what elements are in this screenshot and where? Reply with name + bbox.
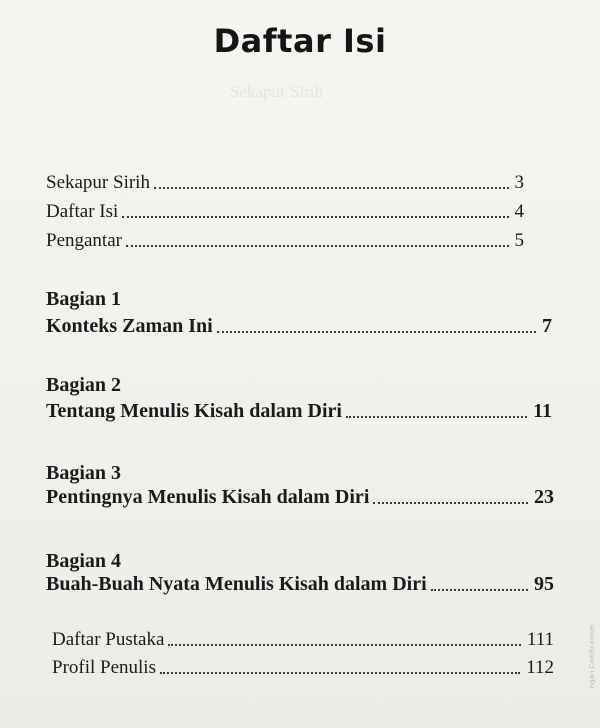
dot-leader [126, 244, 509, 247]
toc-entry-label: Profil Penulis [52, 657, 156, 678]
dot-leader [154, 186, 509, 189]
toc-entry [46, 573, 554, 596]
section-heading: Bagian 3 [46, 462, 122, 484]
toc-entry [46, 486, 554, 509]
toc-entry [46, 230, 524, 252]
dot-leader [346, 415, 527, 418]
toc-entry-label: Pengantar [46, 230, 122, 251]
toc-entry-label: Sekapur Sirih [46, 172, 150, 193]
dot-leader [122, 215, 508, 218]
section-heading: Bagian 2 [46, 374, 122, 396]
toc-entry-page: 11 [533, 400, 552, 422]
toc-entry-label: Daftar Isi [46, 201, 119, 222]
toc-entry-label: Daftar Pustaka [52, 629, 165, 650]
section-heading: Bagian 1 [46, 288, 122, 310]
toc-entry-page: 5 [514, 230, 524, 251]
toc-entry-page: 112 [526, 657, 554, 678]
toc-entry-page: 23 [534, 486, 554, 508]
section-heading: Bagian 4 [46, 550, 122, 572]
dot-leader [431, 588, 528, 591]
toc-entry-label: Pentingnya Menulis Kisah dalam Diri [46, 486, 370, 508]
dot-leader [168, 643, 521, 646]
toc-entry-label: Tentang Menulis Kisah dalam Diri [46, 400, 342, 422]
toc-entry-page: 3 [514, 172, 524, 193]
toc-entry [46, 172, 524, 194]
dot-leader [217, 330, 536, 333]
toc-entry-page: 7 [542, 315, 552, 337]
toc-entry [46, 400, 552, 423]
dot-leader [160, 671, 520, 674]
bleed-through-text: Sekapur Sirih [230, 82, 324, 101]
toc-entry-label: Konteks Zaman Ini [46, 315, 213, 337]
toc-entry [46, 201, 524, 223]
scanner-watermark: ngan CamScanner [588, 623, 596, 688]
toc-entry-page: 111 [526, 629, 554, 650]
toc-entry-page: 95 [534, 573, 554, 595]
toc-entry [52, 657, 554, 679]
toc-entry [52, 629, 554, 651]
toc-entry-label: Buah-Buah Nyata Menulis Kisah dalam Diri [46, 573, 427, 595]
toc-entry-page: 4 [514, 201, 524, 222]
page-title: Daftar Isi [213, 22, 387, 60]
toc-entry [46, 315, 552, 338]
dot-leader [373, 501, 528, 504]
